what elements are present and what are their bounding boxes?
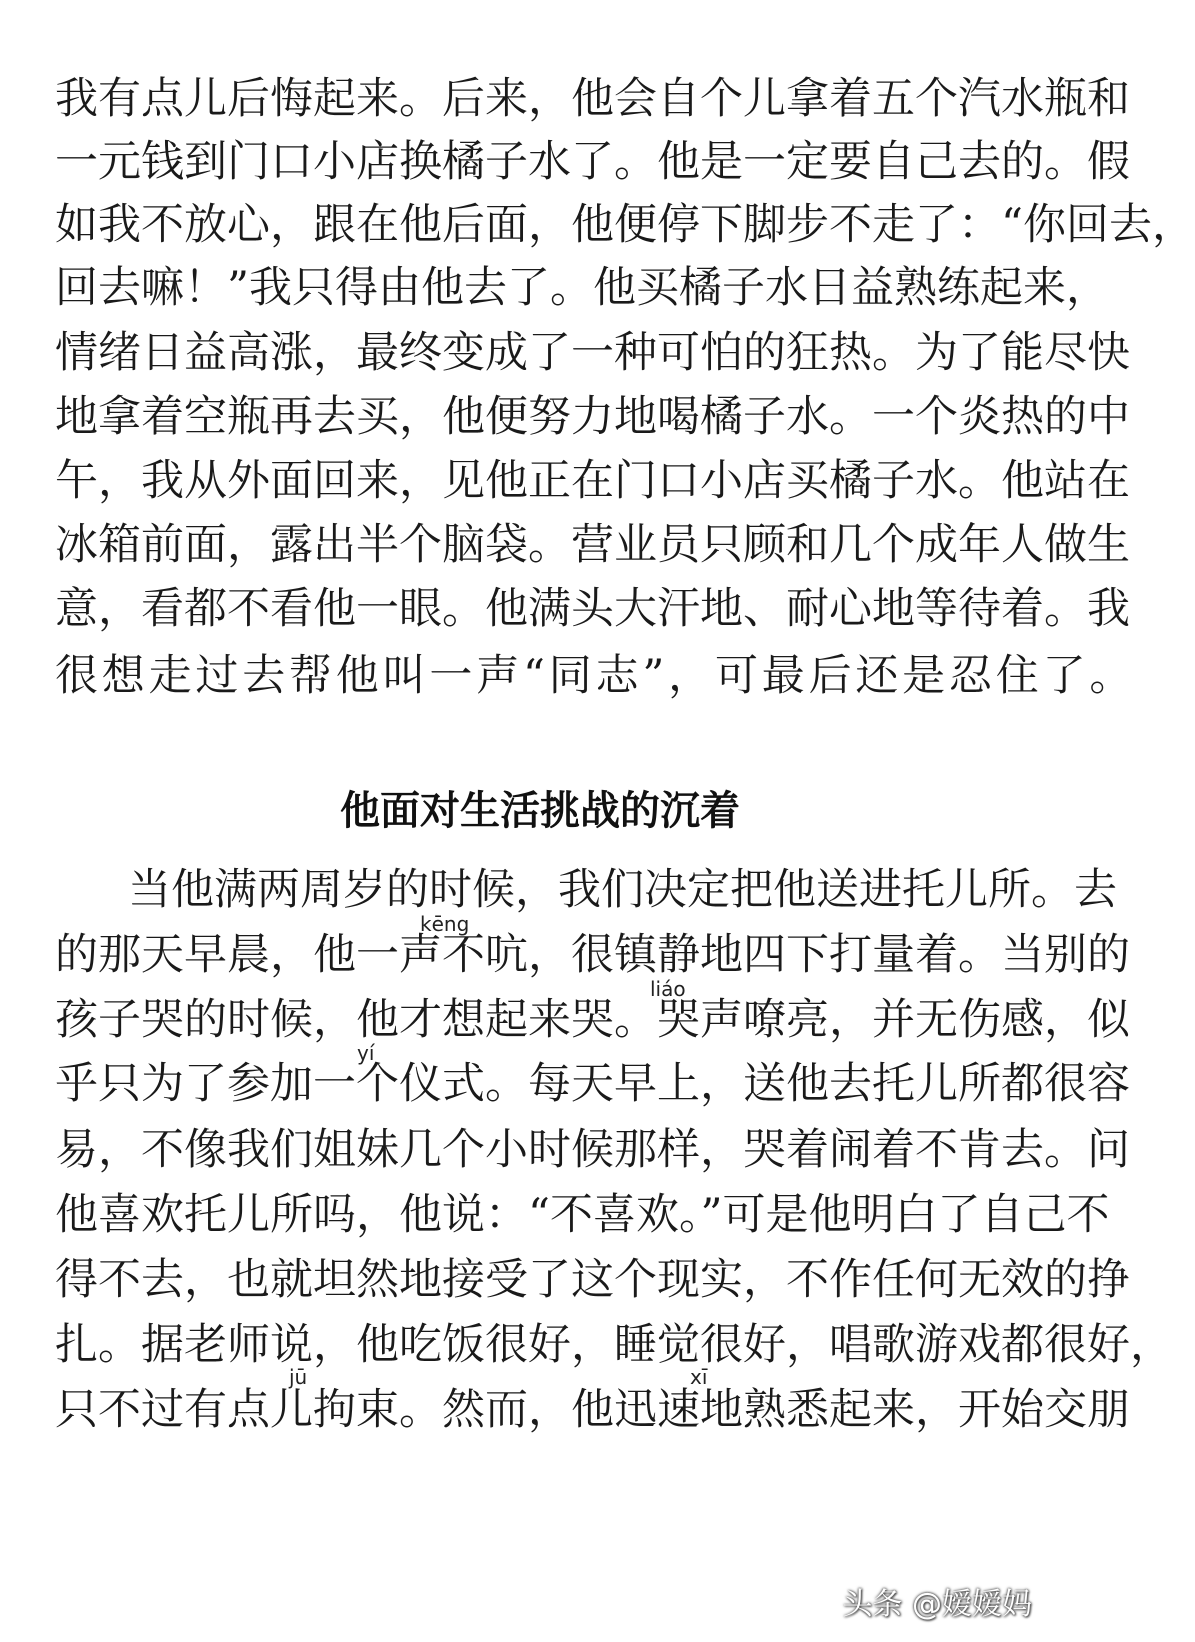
text-line: 他喜欢托儿所吗，他说：“不喜欢。”可是他明白了自己不 (55, 1190, 1110, 1240)
section-title: 他面对生活挑战的沉着 (340, 788, 740, 834)
pinyin-yi: yí (357, 1041, 375, 1065)
text-line: 情绪日益高涨，最终变成了一种可怕的狂热。为了能尽快 (55, 328, 1130, 378)
text-line: 得不去，也就坦然地接受了这个现实，不作任何无效的挣 (55, 1255, 1130, 1305)
text-line: 午，我从外面回来，见他正在门口小店买橘子水。他站在 (55, 456, 1130, 506)
text-line: 我有点儿后悔起来。后来，他会自个儿拿着五个汽水瓶和 (55, 74, 1130, 124)
text-line: 乎只为了参加一个仪式。每天早上，送他去托儿所都很容 (55, 1059, 1130, 1109)
pinyin-ju: jū (289, 1365, 308, 1389)
text-line: 扎。据老师说，他吃饭很好，睡觉很好，唱歌游戏都很好， (55, 1320, 1173, 1370)
text-line: 一元钱到门口小店换橘子水了。他是一定要自己去的。假 (55, 137, 1130, 187)
text-line: 的那天早晨，他一声不吭，很镇静地四下打量着。当别的 (55, 930, 1130, 980)
text-line: 只不过有点儿拘束。然而，他迅速地熟悉起来，开始交朋 (55, 1385, 1130, 1435)
text-line: 易，不像我们姐妹几个小时候那样，哭着闹着不肯去。问 (55, 1125, 1130, 1175)
text-line: 回去嘛！”我只得由他去了。他买橘子水日益熟练起来， (55, 263, 1109, 313)
pinyin-keng: kēng (420, 912, 470, 936)
text-line: 如我不放心，跟在他后面，他便停下脚步不走了：“你回去， (55, 200, 1195, 250)
pinyin-xi: xī (690, 1365, 708, 1389)
text-line: 地拿着空瓶再去买，他便努力地喝橘子水。一个炎热的中 (55, 392, 1130, 442)
text-line: 很想走过去帮他叫一声“同志”，可最后还是忍住了。 (55, 651, 1137, 701)
text-line: 当他满两周岁的时候，我们决定把他送进托儿所。去 (128, 865, 1117, 915)
watermark-text: 头条 @嫒嫒妈 (842, 1587, 1032, 1622)
text-line: 意，看都不看他一眼。他满头大汗地、耐心地等待着。我 (55, 584, 1130, 634)
text-line: 孩子哭的时候，他才想起来哭。哭声嘹亮，并无伤感，似 (55, 995, 1130, 1045)
text-line: 冰箱前面，露出半个脑袋。营业员只顾和几个成年人做生 (55, 520, 1130, 570)
pinyin-liao: liáo (650, 977, 686, 1001)
